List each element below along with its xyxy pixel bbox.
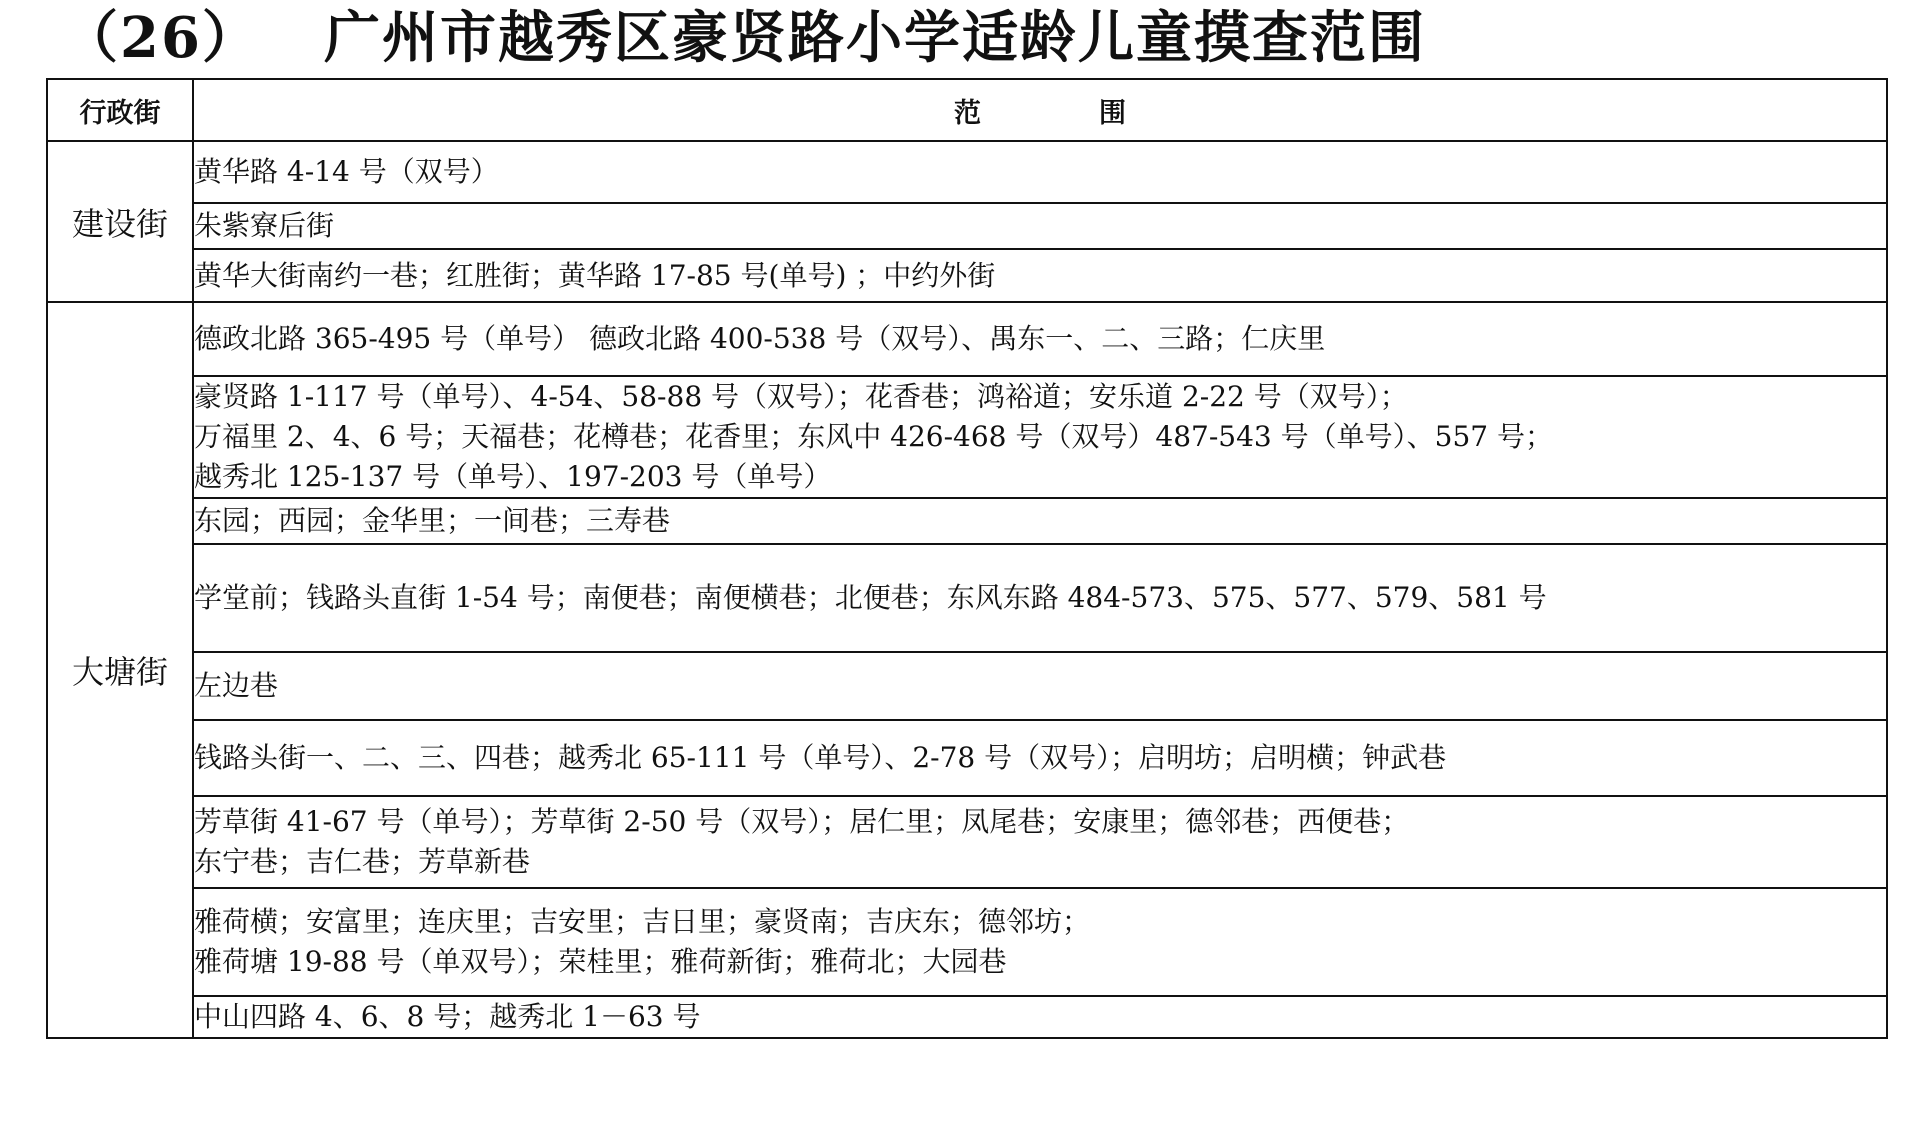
range-cell [193, 376, 1887, 498]
table-row [47, 720, 1887, 796]
header-range-char-2: 围 [1099, 97, 1126, 129]
page-title [62, 0, 1426, 76]
range-line: 德政北路 365-495 号（单号） 德政北路 400-538 号（双号）、禺东一、二、三路；仁庆里 [194, 322, 1326, 355]
range-line: 豪贤路 1-117 号（单号）、4-54、58-88 号（双号）；花香巷；鸿裕道；安乐道 2-22 号（双号）； [194, 380, 1408, 413]
range-cell [193, 652, 1887, 720]
table-header-row [47, 79, 1887, 141]
range-cell [193, 796, 1887, 888]
header-range-char-1: 范 [954, 97, 981, 129]
range-cell [193, 203, 1887, 249]
header-street: 行政街 [47, 79, 193, 141]
range-line: 钱路头街一、二、三、四巷；越秀北 65-111 号（单号）、2-78 号（双号）；启明坊；启明横；钟武巷 [194, 741, 1447, 774]
table-row [47, 249, 1887, 302]
table-row [47, 498, 1887, 544]
table-row [47, 652, 1887, 720]
street-cell-datang: 大塘街 [47, 302, 193, 1038]
scope-table [46, 78, 1888, 1039]
table-row [47, 996, 1887, 1038]
range-line: 学堂前；钱路头直街 1-54 号；南便巷；南便横巷；北便巷；东风东路 484-573、575、577、579、581 号 [194, 581, 1547, 614]
street-cell-jianshe: 建设街 [47, 141, 193, 302]
range-line: 雅荷横；安富里；连庆里；吉安里；吉日里；豪贤南；吉庆东；德邻坊； [194, 905, 1091, 938]
table-row [47, 796, 1887, 888]
header-range [193, 79, 1887, 141]
range-line: 中山四路 4、6、8 号；越秀北 1－63 号 [194, 1000, 701, 1033]
title-text: 广州市越秀区豪贤路小学适龄儿童摸查范围 [323, 5, 1426, 71]
range-line: 芳草街 41-67 号（单号）；芳草街 2-50 号（双号）；居仁里；凤尾巷；安康里；德邻巷；西便巷； [194, 805, 1410, 838]
table-row [47, 544, 1887, 652]
range-cell [193, 498, 1887, 544]
table-row [47, 141, 1887, 203]
range-line: 黄华大街南约一巷；红胜街；黄华路 17-85 号(单号) ；中约外街 [194, 258, 996, 292]
range-line: 越秀北 125-137 号（单号）、197-203 号（单号） [194, 460, 832, 493]
title-number: （26） [62, 5, 260, 71]
range-cell [193, 720, 1887, 796]
range-cell [193, 302, 1887, 376]
table-row [47, 302, 1887, 376]
range-line: 东宁巷；吉仁巷；芳草新巷 [194, 845, 531, 878]
range-cell [193, 249, 1887, 302]
range-line: 黄华路 4-14 号（双号） [194, 155, 499, 188]
range-line: 万福里 2、4、6 号；天福巷；花樽巷；花香里；东风中 426-468 号（双号）487-543 号（单号）、557 号； [194, 420, 1553, 453]
table-row [47, 203, 1887, 249]
range-line: 左边巷 [194, 669, 279, 702]
range-cell [193, 996, 1887, 1038]
range-line: 东园；西园；金华里；一间巷；三寿巷 [194, 504, 671, 537]
table-row [47, 888, 1887, 996]
range-cell [193, 888, 1887, 996]
table-row [47, 376, 1887, 498]
range-line: 朱紫寮后街 [194, 209, 335, 242]
range-line: 雅荷塘 19-88 号（单双号）；荣桂里；雅荷新街；雅荷北；大园巷 [194, 945, 1007, 978]
range-cell [193, 544, 1887, 652]
range-cell [193, 141, 1887, 203]
